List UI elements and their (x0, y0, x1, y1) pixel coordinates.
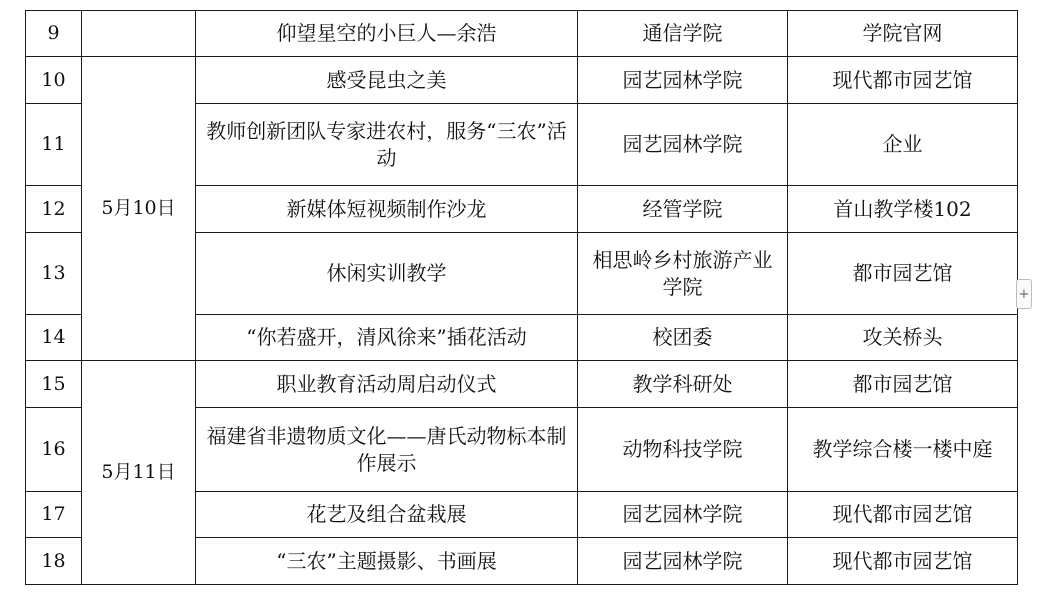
row-number: 13 (26, 233, 82, 315)
row-number: 15 (26, 361, 82, 408)
location-cell: 都市园艺馆 (788, 233, 1018, 315)
location-cell: 企业 (788, 104, 1018, 186)
row-number: 9 (26, 11, 82, 57)
activity-cell: 福建省非遗物质文化——唐氏动物标本制作展示 (196, 408, 578, 492)
activity-cell: 休闲实训教学 (196, 233, 578, 315)
location-cell: 现代都市园艺馆 (788, 538, 1018, 585)
activity-cell: “三农”主题摄影、书画展 (196, 538, 578, 585)
activity-schedule-table (25, 10, 1018, 585)
organizer-cell: 相思岭乡村旅游产业学院 (578, 233, 788, 315)
location-cell: 教学综合楼一楼中庭 (788, 408, 1018, 492)
activity-cell: “你若盛开，清风徐来”插花活动 (196, 315, 578, 361)
location-cell: 都市园艺馆 (788, 361, 1018, 408)
location-cell: 首山教学楼102 (788, 186, 1018, 233)
organizer-cell: 动物科技学院 (578, 408, 788, 492)
activity-cell: 教师创新团队专家进农村，服务“三农”活动 (196, 104, 578, 186)
organizer-cell: 园艺园林学院 (578, 57, 788, 104)
row-number: 10 (26, 57, 82, 104)
date-cell-empty (82, 11, 196, 57)
row-number: 11 (26, 104, 82, 186)
location-cell: 现代都市园艺馆 (788, 57, 1018, 104)
organizer-cell: 园艺园林学院 (578, 492, 788, 538)
organizer-cell: 园艺园林学院 (578, 104, 788, 186)
activity-cell: 感受昆虫之美 (196, 57, 578, 104)
activity-cell: 仰望星空的小巨人—余浩 (196, 11, 578, 57)
organizer-cell: 教学科研处 (578, 361, 788, 408)
location-cell: 现代都市园艺馆 (788, 492, 1018, 538)
table-row (26, 361, 1018, 408)
add-row-handle[interactable] (1016, 279, 1032, 309)
row-number: 12 (26, 186, 82, 233)
activity-cell: 新媒体短视频制作沙龙 (196, 186, 578, 233)
table-row (26, 11, 1018, 57)
row-number: 18 (26, 538, 82, 585)
activity-cell: 花艺及组合盆栽展 (196, 492, 578, 538)
date-cell-may11: 5月11日 (82, 361, 196, 585)
organizer-cell: 通信学院 (578, 11, 788, 57)
location-cell: 学院官网 (788, 11, 1018, 57)
location-cell: 攻关桥头 (788, 315, 1018, 361)
plus-icon: + (1018, 286, 1030, 302)
row-number: 16 (26, 408, 82, 492)
row-number: 17 (26, 492, 82, 538)
table-row (26, 57, 1018, 104)
organizer-cell: 园艺园林学院 (578, 538, 788, 585)
date-cell-may10: 5月10日 (82, 57, 196, 361)
organizer-cell: 校团委 (578, 315, 788, 361)
row-number: 14 (26, 315, 82, 361)
organizer-cell: 经管学院 (578, 186, 788, 233)
activity-cell: 职业教育活动周启动仪式 (196, 361, 578, 408)
